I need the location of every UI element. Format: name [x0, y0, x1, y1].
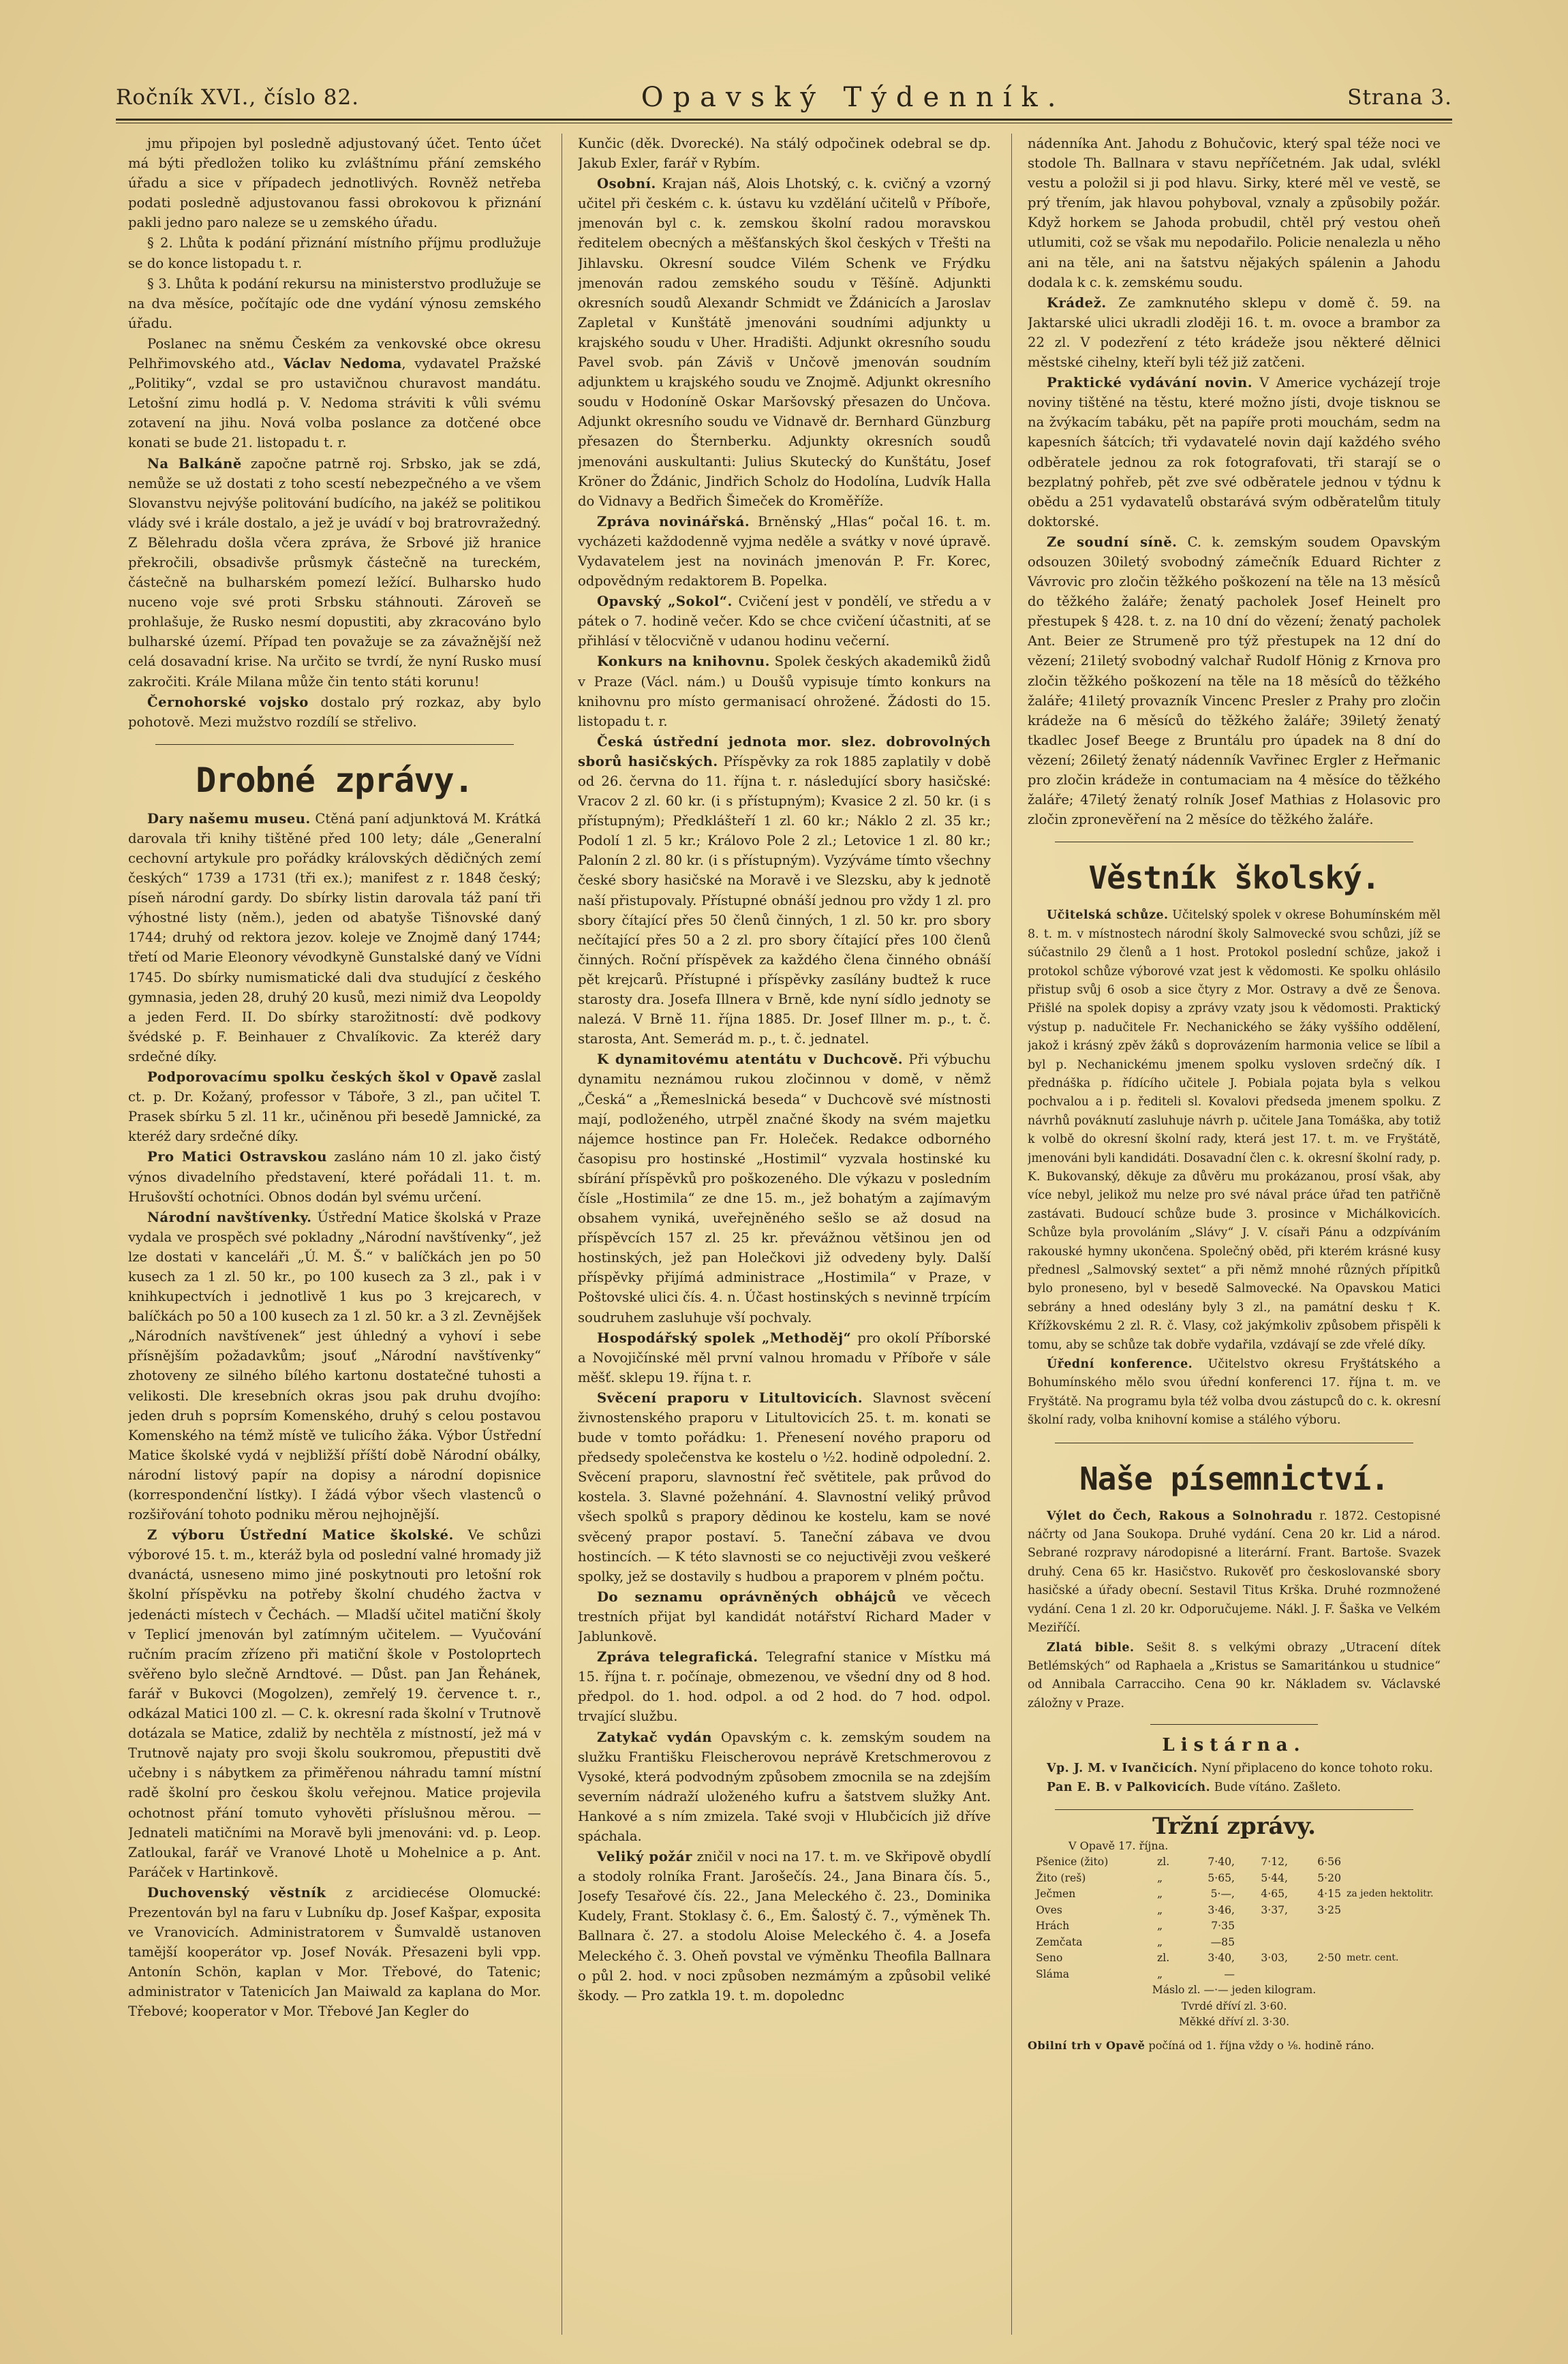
- market-cell: Pšenice (žito): [1036, 1856, 1109, 1869]
- market-unit-note: [1344, 1871, 1436, 1887]
- article-text: Slavnost svěcení živnostenského praporu v Litultovicích 25. t. m. konati se bude v tomto pořádku: 1. Přenesení nového praporu od předsedy společenstva ke kostelu o ½2. hodině odpolední. 2. Svěcení praporu, slavnostní řeč světitele, pak průvod do kostela. 3. Slavné požehnání. 4. Slavnostní veliký průvod všech spolků s prapory dědinou ke kostelu, kam se nové svěcený prapor postaví. 5. Taneční zábava ve dvou hostincích. — K této slavnosti se co nejuctivěji zvou veškeré spolky, jež se dostavily s hudbou a praporem v plném počtu.: [578, 1390, 991, 1584]
- market-cell: [1238, 1967, 1291, 1983]
- article-lead: Učitelská schůze.: [1047, 908, 1169, 923]
- article-paragraph: § 3. Lhůta k podání rekursu na ministerstvo prodlužuje se na dva měsíce, počítajíc ode dne vydání výnosu zemského úřadu.: [128, 275, 541, 331]
- article-lead: Dary našemu museu.: [147, 810, 311, 827]
- article-lead: Duchovenský věstník: [147, 1884, 326, 1901]
- article-lead: Praktické vydávání novin.: [1047, 375, 1253, 391]
- market-table: [1033, 1854, 1436, 1982]
- article-lead: Pro Matici Ostravskou: [147, 1149, 327, 1165]
- article-text: Cvičení jest v pondělí, ve středu a v pátek o 7. hodině večer. Kdo se chce cvičení účastniti, ať se přihlásí v tělocvičně v udanou hodinu večerní.: [578, 594, 991, 649]
- market-hardwood: Tvrdé dříví zl. 3·60.: [1181, 1999, 1287, 2012]
- market-unit-note: [1344, 1967, 1436, 1983]
- article-text: C. k. zemským soudem Opavským odsouzen 30iletý svobodný zámečník Eduard Richter z Vávrovic pro zločin těžkého poškození na těle na 13 měsíců do těžkého žaláře; ženatý pacholek Josef Heinelt pro přestupek § 428. t. z. na 10 dní do vězení; ženatý pacholek Ant. Beier ze Strumeně pro týž přestupek na 12 dní do vězení; 21iletý svobodný valchař Rudolf Hönig z Krnova pro zločin těžkého poškození na těle na 18 měsíců do těžkého žaláře; 41iletý provazník Vincenc Presler z Prahy pro zločin krádeže na 6 měsíců do těžkého žaláře; 39iletý ženatý tkadlec Josef Beege z Bruntálu pro úpadek na 8 dní do vězení; 26iletý ženatý nádenník Vavřinec Ergler z Heřmanic pro zločin krádeže in contumaciam na 4 měsíce do těžkého žaláře; 47iletý ženatý rolník Josef Mathias z Holasovic pro zločin zpronevěření na 2 měsíce do těžkého žaláře.: [1028, 534, 1441, 828]
- article-lead: Podporovacímu spolku českých škol v Opavě: [147, 1069, 498, 1086]
- market-cell: Seno: [1036, 1952, 1063, 1965]
- article-lead: Veliký požár: [597, 1849, 692, 1865]
- market-cell: [1238, 1918, 1291, 1935]
- article-lead: Černohorské vojsko: [147, 694, 309, 710]
- market-cell: 3·40,: [1208, 1952, 1235, 1965]
- article-farm-club: [578, 1328, 991, 1387]
- market-cell: 3·25: [1317, 1903, 1341, 1916]
- market-cell: „: [1157, 1888, 1163, 1901]
- article-paragraph: § 2. Lhůta k podání přiznání místního příjmu prodlužuje se do konce listopadu t. r.: [128, 235, 541, 271]
- article-paragraph: nádenníka Ant. Jahodu z Bohučovic, který spal téže noci ve stodole Th. Ballnara v stavu nepříčetném. Jak udal, svlékl vestu a položil si ji pod hlavu. Sirky, které měl ve vestě, se prý třením, jak hlavou pohyboval, vznaly a způsobily požár. Když horkem se Jahoda probudil, chtěl prý vestou oheň utlumiti, což se však mu nepodařilo. Policie nenalezla u něho ani na těle, ani na šatstvu nějakých spálenin a Jahodu dodala k c. k. zemskému soudu.: [1028, 136, 1441, 290]
- article-committee: [128, 1525, 541, 1882]
- market-cell: zl.: [1157, 1952, 1170, 1965]
- article-text: započne patrně roj. Srbsko, jak se zdá, nemůže se už dostati z toho scestí nebezpečného a ve všem Slovanstvu nejvýše politování budícího, na jakéž se politikou vlády své i krále dostalo, a jež je uvádí v boj bratrovražedný. Z Bělehradu došla včera zpráva, že Srbové již hranice překročili, obsadivše průsmyk částečně na tureckém, částečně na bulharském pomezí ležící. Bulharsko hudo nuceno voje své proti Srbsku stáhnouti. Zároveň se prohlašuje, že Rusko nesmí dopustiti, aby zkracováno bylo bulharské území. Případ ten považuje se za závažnější než celá dosavadní krise. Na určito se tvrdí, že nyní Rusko musí zakročiti. Krále Milana může čin tento státi korunu!: [128, 455, 541, 690]
- text: Poslanec na sněmu Českém za venkovské obce okresu Pelhřimovského atd.,: [128, 335, 541, 372]
- market-butter: Máslo zl. —·— jeden kilogram.: [1152, 1984, 1317, 1997]
- article-text: Brněnský „Hlas“ počal 16. t. m. vycházeti každodenně vyjma neděle a svátky v nové úpravě. Vydavatelem jest na novinách jmenován P. Fr. Korec, odpovědným redaktorem B. Popelka.: [578, 513, 991, 589]
- article-lead: Do seznamu oprávněných obhájců: [597, 1588, 897, 1605]
- article-conference: [1028, 1355, 1441, 1430]
- market-cell: [1291, 1935, 1344, 1951]
- page-number: Strana 3.: [1347, 85, 1452, 110]
- market-cell: —85: [1210, 1935, 1235, 1948]
- text: , vydavatel Pražské „Politiky“, vzdal se pro ustavičnou churavost mandátu. Letošní zimu hodlá p. V. Nedoma stráviti k vůli svému zotavení na jihu. Nová volba poslance za dotčené obce konati se bude 21. listopadu t. r.: [128, 356, 541, 451]
- article-paragraph: jmu připojen byl posledně adjustovaný účet. Tento účet má býti předložen toliko ku zvláštnímu přání zemského úřadu a sice v případech jednotlivých. Rovněž netřeba podati posledně adjustovanou fassi obrokovou k přiznání pakli jedno paro naleze se u zemského úřadu.: [128, 136, 541, 231]
- listarna-text: Bude vítáno. Zašleto.: [1210, 1781, 1341, 1795]
- article-text: Sešit 8. s velkými obrazy „Utracení dítek Betlémských“ od Raphaela a „Kristus se Samaritánkou u studnice“ od Annibala Carracciho. Cena 90 kr. Nákladem sv. Václavské záložny v Praze.: [1028, 1640, 1441, 1710]
- market-cell: 3·37,: [1261, 1903, 1288, 1916]
- article-text: Příspěvky za rok 1885 zaplatily v době od 26. června do 11. října t. r. následující sbory hasičské: Vracov 2 zl. 60 kr. (i s přístupným); Kvasice 2 zl. 50 kr. (i s přístupným); Předklášteří 1 zl. 60 kr.; Náklo 2 zl. 35 kr.; Podolí 1 zl. 5 kr.; Královo Pole 2 zl.; Letovice 1 zl. 80 kr.; Palonín 2 zl. 80 kr. (i s přístupným). Vyzýváme tímto všechny české sbory hasičské na Moravě i ve Slezsku, aby k jednotě naší přistupovaly. Přístupné obnáší jednou pro vždy 1 zl. pro sbory čítající přes 50 členů činných, 1 zl. 50 kr. pro sbory nečítající přes 50 a 2 zl. pro sbory čítající přes 100 členů činných. Roční příspěvek za každého člena činného obnáší pět krejcarů. Přístupné i příspěvky zasílány budtež k ruce starosty dra. Josefa Illnera v Brně, kde nyní sídlo jednoty se nalezá. V Brně 11. října 1885. Dr. Josef Illner m. p., t. č. starosta, Ant. Semerád m. p., t. č. jednatel.: [578, 753, 991, 1047]
- article-montenegro: [128, 692, 541, 732]
- market-unit-note: [1344, 1854, 1436, 1871]
- article-lead: Osobní.: [597, 176, 656, 192]
- article-text: zaslal ct. p. Dr. Kožaný, professor v Táboře, 3 zl., pan učitel T. Prasek sbírku 5 zl. 11 kr., učiněnou při besedě Jamnické, za kteréž dary srdečné díky.: [128, 1069, 541, 1145]
- market-unit-note: [1344, 1918, 1436, 1935]
- market-cell: [1238, 1935, 1291, 1951]
- market-row: [1033, 1854, 1436, 1871]
- article-lead: Na Balkáně: [147, 455, 242, 472]
- article-lead: Národní navštívenky.: [147, 1209, 312, 1225]
- market-cell: Oves: [1036, 1903, 1062, 1916]
- market-cell: 5·—,: [1210, 1888, 1235, 1901]
- article-text: Při výbuchu dynamitu neznámou rukou zločinnou v domě, v němž „Česká“ a „Řemeslnická beseda“ v Duchcově své místnosti mají, podloženého, utrpěl značné škody na svém majetku nájemce hostince pan Fr. Holeček. Redakce odborného časopisu pro hostinské „Hostimil“ vyzvala hostinské ku sbírání příspěvků pro poškozeného. Dle výkazu v posledním čísle „Hostimila“ ze dne 15. m., jež bohatým a zajímavým obsahem vyniká, uveřejněného sešlo se až dosud na příspěvcích 157 zl. 25 kr. převážnou většinou jen od hostinských, jež pan Holečkovi již odvedeny byly. Další příspěvky přijímá administrace „Hostimila“ v Praze, v Poštovské ulici čís. 4. n. Účast hostinských s nevinně trpícím soudruhem zasluhuje vší pochvaly.: [578, 1051, 991, 1325]
- market-cell: zl.: [1157, 1856, 1170, 1869]
- market-cell: 4·65,: [1261, 1888, 1288, 1901]
- market-cell: 4·15: [1317, 1888, 1341, 1901]
- column-1: [128, 134, 541, 2335]
- listarna-lead: Pan E. B. v Palkovicích.: [1047, 1781, 1211, 1795]
- market-cell: 7·35: [1211, 1920, 1235, 1933]
- market-cell: „: [1157, 1967, 1163, 1980]
- section-rule: [155, 744, 514, 745]
- article-support: [128, 1067, 541, 1146]
- page-header: [116, 76, 1452, 121]
- market-row: [1033, 1950, 1436, 1967]
- article-lead: Ze soudní síně.: [1047, 534, 1178, 550]
- article-clergy: [128, 1883, 541, 2022]
- article-text: ve věcech trestních přijat byl kandidát notářství Richard Mader v Jablunkově.: [578, 1588, 991, 1645]
- article-text: zničil v noci na 17. t. m. ve Skřipově obydlí a stodoly rolníka Frant. Jarošečís. 24., Jana Binara čís. 5., Josefy Tesařové čís. 22., Jana Meleckého č. 23., Dominika Kudely, Frant. Stoklasy č. 6., Em. Šalostý č. 7., výměnek Th. Ballnara č. 27. a stodolu Aloise Meleckého č. 4. a Josefa Meleckého č. 3. Oheň povstal ve výměnku Theofila Ballnara o půl 2. hod. v noci způsoben nezmámým a způsobil veliké škody. — Pro zatkla 19. t. m. dopolednc: [578, 1849, 991, 2004]
- article-lead: Česká ústřední jednota mor. slez. dobrovolných sborů hasičských.: [578, 733, 991, 769]
- market-row: [1033, 1967, 1436, 1983]
- listarna-entry: [1028, 1760, 1441, 1778]
- article-text: Krajan náš, Alois Lhotský, c. k. cvičný a vzorný učitel při českém c. k. ústavu ku vzdělání učitelů v Příboře, jmenován byl c. k. zemskou školní radou moravskou ředitelem obecných a měšťanských škol českých v Třešti na Jihlavsku. Okresní soudce Vilém Schenk ve Frýdku jmenován radou zemského soudu v Těšíně. Adjunkti okresních soudů Alexandr Schmidt ve Ždánicích a Jaroslav Zapletal v Kunštátě jmenováni soudními adjunkty u krajského soudu v Uher. Hradišti. Adjunkt okresního soudu Pavel svob. pán Záviš v Unčově jmenován soudním adjunktem u krajského soudu ve Znojmě. Adjunkt okresního soudu v Hodoníně Oskar Maršovský přesazen do Unčova. Adjunkt okresního soudu ve Vidnavě dr. Bernhard Günzburg přesazen do Šternberku. Adjunkty okresních soudů jmenováni auskultanti: Julius Skutecký do Kunštátu, Josef Kröner do Ždánic, Jindřich Scholz do Hodolína, Ludvík Halla do Vidnavy a Bedřich Šimeček do Kroměříže.: [578, 176, 991, 509]
- article-defenders: [578, 1587, 991, 1646]
- listarna-lead: Vp. J. M. v Ivančicích.: [1047, 1762, 1198, 1776]
- market-cell: 7·12,: [1261, 1856, 1288, 1869]
- article-lead: Svěcení praporu v Litultovicích.: [597, 1390, 863, 1406]
- article-firemen: [578, 732, 991, 1049]
- article-sokol: [578, 592, 991, 651]
- article-flag: [578, 1388, 991, 1586]
- article-lead: Výlet do Čech, Rakous a Solnohradu: [1047, 1509, 1313, 1523]
- article-telegraph: [578, 1647, 991, 1726]
- market-row: [1033, 1886, 1436, 1903]
- article-text: zasláno nám 10 zl. jako čistý výnos divadelního představení, které pořádali 11. t. m. Hrušovští ochotníci. Obnos dodán byl svému určení.: [128, 1149, 541, 1205]
- issue-number: Ročník XVI., číslo 82.: [116, 85, 360, 110]
- listarna-entry: [1028, 1779, 1441, 1797]
- market-cell: [1291, 1918, 1344, 1935]
- newspaper-title: Opavský Týdenník.: [641, 82, 1066, 113]
- market-note-lead: Obilní trh v Opavě: [1028, 2038, 1146, 2052]
- article-lead: Z výboru Ústřední Matice školské.: [147, 1527, 454, 1544]
- article-books: [1028, 1507, 1441, 1638]
- article-lead: Zpráva novinářská.: [597, 513, 750, 529]
- market-cell: 2·50: [1317, 1952, 1341, 1965]
- name-bold: Václav Nedoma: [283, 356, 402, 372]
- article-lead: Zlatá bible.: [1047, 1640, 1135, 1655]
- article-lead: Opavský „Sokol“.: [597, 594, 733, 610]
- article-text: Ústřední Matice školská v Praze vydala ve prospěch své pokladny „Národní navštívenky“, jež lze dostati v kanceláři „Ú. M. Š.“ v balíčkách jen po 50 kusech za 1 zl. 50 kr., po 100 kusech za 3 zl., pak i v knihkupectvích i jednotlivě 1 kus po 3 krejcarech, v balíčkách po 50 a 100 kusech za 1 zl. 50 kr. a 3 zl. Zevnějšek „Národních navštívenek“ jest úhledný a vyhoví i sebe přísnějším požadavkům; jsouť „Národní navštívenky“ zhotoveny ze silného bílého kartonu dostatečné tuhosti a velikosti. Dle kresebních okras jsou pak druhu dvojího: jeden druh s poprsím Komenského, druhý s celou postavou Komenského na témž místě ve tulicího žáka. Výbor Ústřední Matice školské vydá v nejbližší příští době Národní obálky, národní listový papír na dopisy a národní dopisnice (korrespondenční lístky). I žádá výbor všech vlastenců o rozšiřování tohoto podniku měrou nejhojnější.: [128, 1209, 541, 1523]
- article-library: [578, 651, 991, 731]
- market-unit-note: za jeden hektolitr.: [1347, 1888, 1434, 1900]
- article-text: pro okolí Příborské a Novojičínské měl první valnou hromadu v Příboře v sále měšť. sklepu 19. října t. r.: [578, 1330, 991, 1385]
- article-lead: Konkurs na knihovnu.: [597, 654, 770, 670]
- article-text: dostalo prý rozkaz, aby bylo pohotově. Mezi mužstvo rozdílí se střelivo.: [128, 694, 541, 730]
- article-text: r. 1872. Cestopisné náčrty od Jana Soukopa. Druhé vydání. Cena 20 kr. Lid a národ. Sebrané rozpravy národopisné a literární. Frant. Bartoše. Svazek druhý. Cena 65 kr. Hasičstvo. Rukověť pro českoslovanské sbory hasičské a úřady obecní. Sestavil Titus Krška. Druhé rozmnožené vydání. Cena 1 zl. 20 kr. Odporučujeme. Nákl. J. F. Šaška ve Velkém Meziříčí.: [1028, 1509, 1441, 1636]
- market-cell: [1291, 1967, 1344, 1983]
- article-warrant: [578, 1728, 991, 1847]
- market-title: Tržní zprávy.: [1152, 1813, 1316, 1841]
- article-text: Spolek českých akademiků židů v Praze (Václ. nám.) u Doušů vypisuje tímto konkurs na knihovnu pro místo germanisací ohrožené. Žádosti do 15. listopadu t. r.: [578, 654, 991, 729]
- market-cell: 3·03,: [1261, 1952, 1288, 1965]
- article-lead: Zatykač vydán: [597, 1729, 713, 1745]
- market-cell: „: [1157, 1903, 1163, 1916]
- article-press: [578, 512, 991, 591]
- article-text: Učitelstvo okresu Fryštátského a Bohumínského mělo svou úřední konferenci 17. října t. m. ve Fryštátě. Na programu byla též volba dvou zástupců do c. k. okresní školní rady, volba knihovní komise a stálého výboru.: [1028, 1357, 1441, 1428]
- article-matice: [128, 1147, 541, 1206]
- market-cell: Hrách: [1036, 1920, 1070, 1933]
- column-3: [1028, 134, 1441, 2335]
- article-fire: [578, 1847, 991, 2006]
- market-note-text: počíná od 1. října vždy o ⅟₈. hodině ráno.: [1145, 2038, 1374, 2052]
- article-lead: Úřední konference.: [1047, 1357, 1193, 1372]
- article-personal: [578, 174, 991, 511]
- section-title-nase-pisemnictvi: Naše písemnictví.: [1079, 1460, 1389, 1497]
- article-paragraph: [128, 334, 541, 453]
- listarna-title: Listárna.: [1162, 1735, 1306, 1756]
- market-cell: Zemčata: [1036, 1935, 1083, 1948]
- article-lead: K dynamitovému atentátu v Duchcově.: [597, 1051, 904, 1068]
- market-unit-note: [1344, 1935, 1436, 1951]
- article-newspapers: [1028, 373, 1441, 532]
- market-cell: 5·20: [1317, 1871, 1341, 1884]
- article-bible: [1028, 1639, 1441, 1714]
- article-text: V Americe vycházejí troje noviny tištěné na těstu, které možno jísti, dvoje tisknou se na žvýkacím tabáku, pět na papíře proti mouchám, sedm na kapesních šátcích; tři vydavatelé novin dají každého svého odběratele jednou za rok fotografovati, tři starají se o bezplatný pohřeb, pět zve své odběratele jednou v týdnu k obědu a 251 vydavatelů obstarává svým odběratelům tituly doktorské.: [1028, 375, 1441, 529]
- article-paragraph: Kunčic (děk. Dvorecké). Na stálý odpočinek odebral se dp. Jakub Exler, farář v Rybím.: [578, 136, 991, 172]
- market-cell: „: [1157, 1920, 1163, 1933]
- article-text: Ze zamknutého sklepu v domě č. 59. na Jaktarské ulici ukradli zloději 16. t. m. ovoce a brambor za 22 zl. V podezření z této krádeže jsou některé dělnici městské cihelny, kteří byli též již zatčeni.: [1028, 294, 1441, 371]
- market-row: [1033, 1935, 1436, 1951]
- article-cards: [128, 1208, 541, 1525]
- article-teachers-meeting: [1028, 906, 1441, 1355]
- market-unit-note: [1344, 1903, 1436, 1919]
- market-cell: „: [1157, 1935, 1163, 1948]
- market-cell: 5·44,: [1261, 1871, 1288, 1884]
- market-softwood: Měkké dříví zl. 3·30.: [1178, 2016, 1290, 2029]
- market-cell: 3·46,: [1208, 1903, 1235, 1916]
- market-cell: 5·65,: [1208, 1871, 1235, 1884]
- market-row: [1033, 1871, 1436, 1887]
- market-cell: „: [1157, 1871, 1163, 1884]
- listarna-text: Nyní připlaceno do konce tohoto roku.: [1197, 1762, 1433, 1776]
- market-cell: Žito (reš): [1036, 1871, 1086, 1884]
- article-text: Telegrafní stanice v Místku má 15. října t. r. počínaje, obmezenou, ve všední dny od 8 hod. předpol. do 1. hod. odpol. a od 2 hod. do 7 hod. odpol. trvající službu.: [578, 1649, 991, 1725]
- market-cell: 6·56: [1317, 1856, 1341, 1869]
- market-cell: Ječmen: [1036, 1888, 1076, 1901]
- article-text: Učitelský spolek v okrese Bohumínském měl 8. t. m. v místnostech národní školy Salmovecké svou schůzi, jíž se súčastnilo 29 členů a 1 host. Protokol poslední schůze, jakož i protokol schůze výborové vzat jest k vědomosti. Ke spolku ohlásilo přistup svůj 6 osob a sice čtyry z Mor. Ostravy a dvě ze Šenova. Přišlé na spolek dopisy a zprávy vzaty jsou k vědomosti. Praktický výstup p. nadučitele Fr. Nechanického se žáky vyššího oddělení, jakož i krásný zpěv žáků s doprovázením harmonia velice se líbil a byl p. Nechanickému jmenem spolku vysloven srdečný dík. I přednáška p. řídícího učitele J. Pobiala pojata byla s velkou pochvalou a i p. řediteli sl. Kovalovi předseda jmenem spolku. Z návrhů pováknutí zasluhuje návrh p. učitele Jana Tomáška, aby totiž k volbě do okresní školní rady, která jest 17. t. m. ve Fryštátě, jmenováni byli kandidáti. Dosavadní člen c. k. okresní školní rady, p. K. Bukovanský, děkuje za důvěru mu prokázanou, prosí však, aby více nebyl, jelikož mu nelze pro své nával práce úřad ten patřičně zastávati. Budoucí schůze bude 3. prosince v Michálkovicích. Schůze byla provoláním „Slávy“ J. V. císaři Pánu a odzpíváním rakouské hymny ukončena. Společný oběd, při kterém krásné kusy přednesl „Salmovský sextet“ a při němž mnohé různých přípitků bylo proneseno, byl v besedě Salmovecké. Na Opavskou Matici sebrány a hned odeslány byly 3 zl., na památní desku † K. Křížkovskému 2 zl. R. č. Vlasy, což jakýmkoliv způsobem přispěli k tomu, aby se schůze tak dobře vydařila, vzdávají se zde vřelé díky.: [1028, 908, 1441, 1352]
- market-subtitle: V Opavě 17. října.: [1069, 1839, 1169, 1853]
- listarna-section: [1028, 1736, 1441, 1797]
- article-theft: [1028, 293, 1441, 372]
- market-row: [1033, 1918, 1436, 1935]
- article-text: Ctěná paní adjunktová M. Krátká darovala tři knihy tištěné před 100 lety; dále „Generalní cechovní artykule pro pořádky královských dědičných zemí českých“ 1739 a 1731 (tři ex.); manifest z r. 1848 český; píseň národní gardy. Do sbírky listin darovala táž paní tři výhostné listy (něm.), jeden od abatyše Tišnovské daný 1744; druhý od rektora jezov. koleje ve Znojmě daný 1744; třetí od Marie Eleonory vévodkyně Gunstalské daný ve Vídni 1745. Do sbírky numismatické dali dva studující z českého gymnasia, jeden 28, druhý 20 kusů, mezi nimiž dva Leopoldy a jeden Ferd. II. Do sbírky starožitností: dvě podkovy švédské p. F. Beinhauer z Chvalíkovic. Za kteréž dary srdečné díky.: [128, 810, 541, 1064]
- column-divider: [1011, 134, 1012, 2335]
- article-text: z arcidiecése Olomucké: Prezentován byl na faru v Lubníku dp. Josef Kašpar, exposita ve Vranovicích. Administratorem v Šumvaldě ustanoven tamější kooperátor vp. Josef Novák. Přesazeni byli vpp. Antonín Schön, kaplan v Mor. Třebové, do Tatenic; administrator v Tatenicích Jan Maiwald za kaplana do Mor. Třebové; kooperator v Mor. Třebové Jan Kegler do: [128, 1884, 541, 2020]
- market-cell: 7·40,: [1208, 1856, 1235, 1869]
- article-balkan: [128, 454, 541, 692]
- column-2: [578, 134, 991, 2335]
- article-dynamite: [578, 1049, 991, 1327]
- section-rule: [1150, 1724, 1318, 1725]
- section-rule: [1055, 1809, 1413, 1810]
- section-title-drobne-zpravy: Drobné zprávy.: [196, 760, 474, 800]
- article-lead: Zpráva telegrafická.: [597, 1649, 758, 1665]
- market-unit-note: metr. cent.: [1347, 1952, 1399, 1964]
- article-court: [1028, 532, 1441, 829]
- article-lead: Krádež.: [1047, 294, 1107, 311]
- market-cell: Sláma: [1036, 1967, 1070, 1980]
- article-text: Ve schůzi výborové 15. t. m., kteráž byla od poslední valné hromady již dvanáctá, usneseno mimo jiné poskytnouti pro letošní rok školní příspěvku na potřeby školní chudého žactva v jedenácti místech v Čechách. — Mladší učitel matiční školy v Teplicí jmenován byl zatímným učitelem. — Vyučování ručním pracím zřízeno při matiční škole v Postoloprtech svěřeno bylo slečně Arndtové. — Důst. pan Jan Řehánek, farář v Bukovci (Mogolzen), zemřelý 19. července t. r., odkázal Matici 100 zl. — C. k. okresní rada školní v Trutnově dotázala se Matice, zdaliž by nechtěla z místností, jež má v Trutnově najaty pro svoji školu soukromou, přepustiti dvě učebny i s nábytkem za přiměřenou náhradu tamní místní radě školní pro českou školu veřejnou. Matice projevila ochotnost přání tomuto vyhověti příslušnou měrou. — Jednateli matičními na Moravě byli jmenováni: vd. p. Leop. Zatloukal, farář ve Vranové Lhotě u Mohelnice a p. Ant. Paráček v Hartinkově.: [128, 1527, 541, 1880]
- market-row: [1033, 1903, 1436, 1919]
- market-note: [1028, 2038, 1441, 2054]
- market-cell: —: [1224, 1967, 1235, 1980]
- article-text: Opavským c. k. zemským soudem na služku Františku Fleischerovou neprávě Kretschmerovou z Vysoké, která podvodným způsobem zmocnila se na zdejším severním nádraží uloženého kufru a šatstvem služky Ant. Hankové a s ním zmizela. Také svoji v Hlubčicích již dříve spáchala.: [578, 1729, 991, 1844]
- article-museum: [128, 809, 541, 1066]
- article-lead: Hospodářský spolek „Methoděj“: [597, 1330, 852, 1346]
- section-title-vestnik-skolsky: Věstník školský.: [1088, 859, 1380, 897]
